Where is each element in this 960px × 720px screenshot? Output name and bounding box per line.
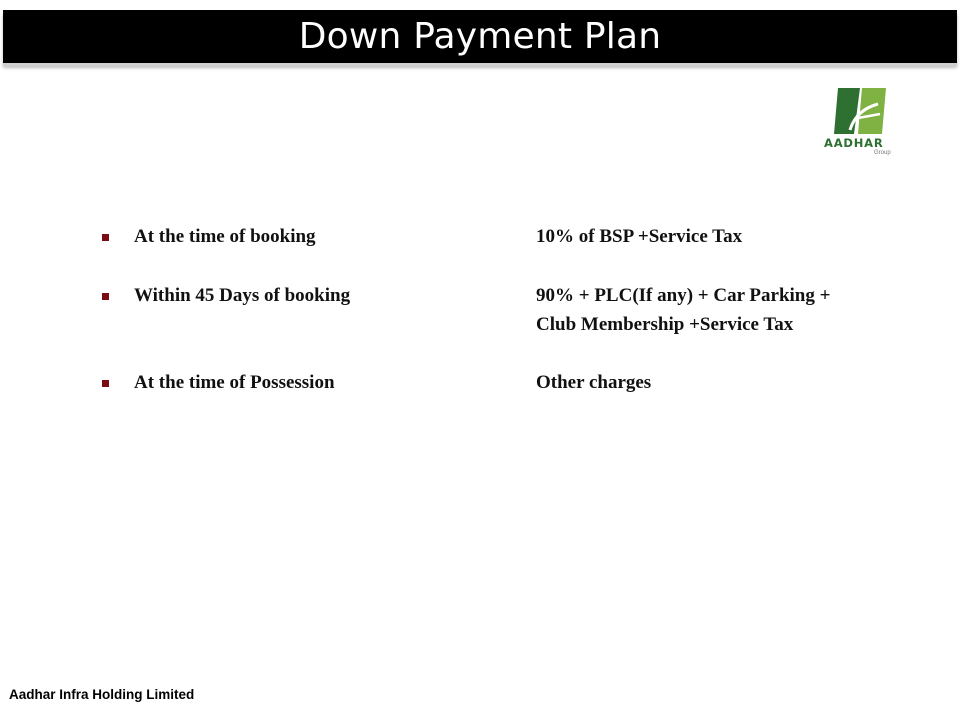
- bullet-icon: [102, 293, 109, 300]
- bullet-icon: [102, 380, 109, 387]
- plan-stage: Within 45 Days of booking: [134, 285, 351, 306]
- plan-payment: [536, 281, 830, 339]
- plan-payment-line: 90% + PLC(If any) + Car Parking +: [536, 285, 831, 306]
- plan-payment: [536, 222, 742, 251]
- bullet-icon: [102, 234, 109, 241]
- plan-payment-line: 10% of BSP +Service Tax: [536, 226, 743, 247]
- logo-wordmark: AADHAR: [824, 136, 884, 150]
- plan-payment-line: Other charges: [536, 372, 652, 393]
- footer-company: Aadhar Infra Holding Limited: [9, 687, 195, 702]
- page-title: Down Payment Plan: [298, 16, 662, 57]
- logo-subtitle: Group: [874, 150, 891, 156]
- plan-stage: At the time of booking: [134, 226, 316, 247]
- plan-payment: [536, 368, 651, 397]
- plan-payment-line: Club Membership +Service Tax: [536, 314, 794, 335]
- plan-stage: At the time of Possession: [134, 372, 335, 393]
